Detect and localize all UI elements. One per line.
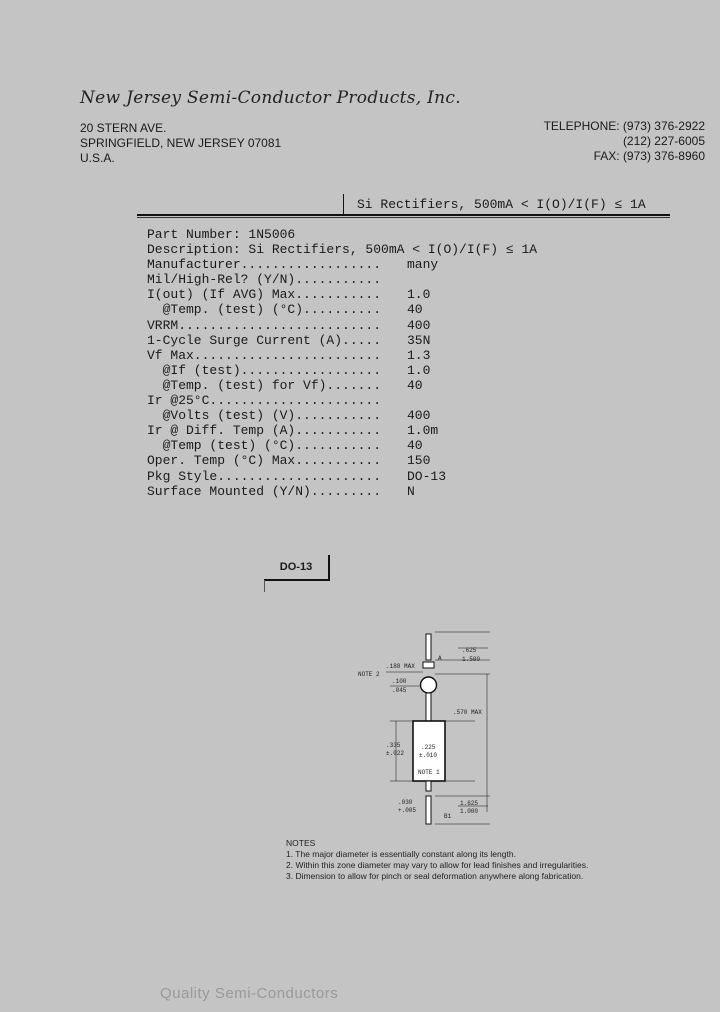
company-phones (544, 119, 705, 164)
spec-value: 1.3 (407, 347, 431, 363)
spec-label: I(out) (If AVG) Max........... (147, 287, 382, 303)
category-title: Si Rectifiers, 500mA < I(O)/I(F) ≤ 1A (357, 197, 646, 212)
spec-label: @If (test).................. (147, 362, 382, 378)
spec-label: @Temp (test) (°C)........... (147, 438, 382, 454)
spec-row (147, 438, 537, 453)
lower-neck (426, 781, 431, 791)
spec-value: 40 (407, 438, 423, 454)
telephone-line-2: (212) 227-6005 (622, 134, 705, 148)
dim-b1: B1 (444, 813, 452, 820)
spec-row (147, 453, 537, 468)
spec-label: @Temp. (test) (°C).......... (147, 302, 382, 318)
spec-label: Surface Mounted (Y/N)......... (147, 483, 382, 499)
header-divider (343, 194, 344, 216)
spec-rows (147, 257, 537, 499)
bulb-dim-b: .045 (392, 687, 407, 694)
spec-row (147, 333, 537, 348)
drawing-notes (286, 838, 588, 882)
spec-sheet (147, 227, 537, 499)
address-line: SPRINGFIELD, NEW JERSEY 07081 (80, 136, 282, 150)
body-dia-dim-a: .225 (421, 744, 436, 751)
note-item: 3. Dimension to allow for pinch or seal deformation anywhere along fabrication. (286, 871, 584, 881)
company-address (80, 121, 281, 166)
spec-label: Pkg Style..................... (147, 468, 382, 484)
spec-row (147, 393, 537, 408)
spec-value: N (407, 483, 415, 499)
header-rule-thin (137, 217, 670, 218)
spec-label: Manufacturer.................. (147, 257, 382, 273)
part-number: Part Number: 1N5006 (147, 227, 296, 242)
overall-length-dim: .570 MAX (453, 709, 482, 716)
note-1-label: NOTE 1 (418, 769, 440, 776)
spec-row (147, 469, 537, 484)
spec-label: Oper. Temp (°C) Max........... (147, 453, 382, 469)
spec-row (147, 318, 537, 333)
bottom-lead-dim-b: 1.000 (460, 808, 479, 815)
spec-value: 400 (407, 317, 431, 333)
wire-dia-dim-b: +.005 (398, 807, 417, 814)
spec-label: 1-Cycle Surge Current (A)..... (147, 332, 382, 348)
wire-dia-dim-a: .030 (398, 799, 413, 806)
address-line: 20 STERN AVE. (80, 121, 167, 135)
telephone-line: TELEPHONE: (973) 376-2922 (543, 119, 705, 133)
spec-value: 1.0 (407, 287, 431, 303)
collar-dim: .188 MAX (386, 663, 415, 670)
seal-bulb (421, 677, 437, 693)
footer-watermark: Quality Semi-Conductors (160, 985, 339, 1002)
header-rule (137, 214, 670, 216)
spec-row (147, 287, 537, 302)
note-2-label: NOTE 2 (358, 671, 380, 678)
note-item: 1. The major diameter is essentially constant along its length. (286, 849, 516, 859)
address-line: U.S.A. (80, 151, 115, 165)
spec-value: 40 (407, 302, 423, 318)
label-tick (264, 580, 265, 592)
spec-row (147, 302, 537, 317)
spec-label: Ir @25°C...................... (147, 393, 382, 409)
spec-value: 150 (407, 453, 431, 469)
body-length-dim-a: .335 (386, 742, 401, 749)
spec-value: 1.0m (407, 423, 439, 439)
spec-value: 35N (407, 332, 431, 348)
company-logo: New Jersey Semi-Conductor Products, Inc. (80, 88, 461, 108)
spec-row (147, 257, 537, 272)
package-label: DO-13 (264, 555, 330, 581)
spec-value: 40 (407, 377, 423, 393)
spec-value: 400 (407, 408, 431, 424)
spec-row (147, 348, 537, 363)
spec-label: VRRM.......................... (147, 317, 382, 333)
spec-value: many (407, 257, 439, 273)
bulb-dim-a: .100 (392, 678, 407, 685)
spec-value: DO-13 (407, 468, 447, 484)
notes-title: NOTES (286, 838, 316, 848)
lead-collar (423, 662, 434, 668)
spec-label: Vf Max........................ (147, 347, 382, 363)
dim-a: A (438, 655, 442, 662)
spec-row (147, 423, 537, 438)
spec-label: Ir @ Diff. Temp (A)........... (147, 423, 382, 439)
spec-value: 1.0 (407, 362, 431, 378)
upper-neck (426, 693, 431, 721)
fax-line: FAX: (973) 376-8960 (593, 149, 705, 163)
body-dia-dim-b: ±.010 (419, 752, 438, 759)
note-item: 2. Within this zone diameter may vary to allow for lead finishes and irregularities. (286, 860, 589, 870)
bottom-lead (426, 796, 431, 824)
top-lead-dim-b: 1.500 (462, 656, 481, 663)
top-lead-dim-a: .625 (462, 647, 477, 654)
description: Description: Si Rectifiers, 500mA < I(O)/I(F) ≤ 1A (147, 242, 538, 258)
spec-label: @Temp. (test) for Vf)....... (147, 377, 382, 393)
spec-row (147, 363, 537, 378)
spec-row (147, 408, 537, 423)
bottom-lead-dim-a: 1.625 (460, 800, 479, 807)
top-lead (426, 634, 431, 660)
spec-row (147, 272, 537, 287)
spec-label: Mil/High-Rel? (Y/N)........... (147, 272, 382, 288)
spec-label: @Volts (test) (V)........... (147, 408, 382, 424)
do13-outline-drawing (350, 630, 500, 830)
spec-row (147, 484, 537, 499)
body-length-dim-b: ±.022 (386, 750, 405, 757)
spec-row (147, 378, 537, 393)
